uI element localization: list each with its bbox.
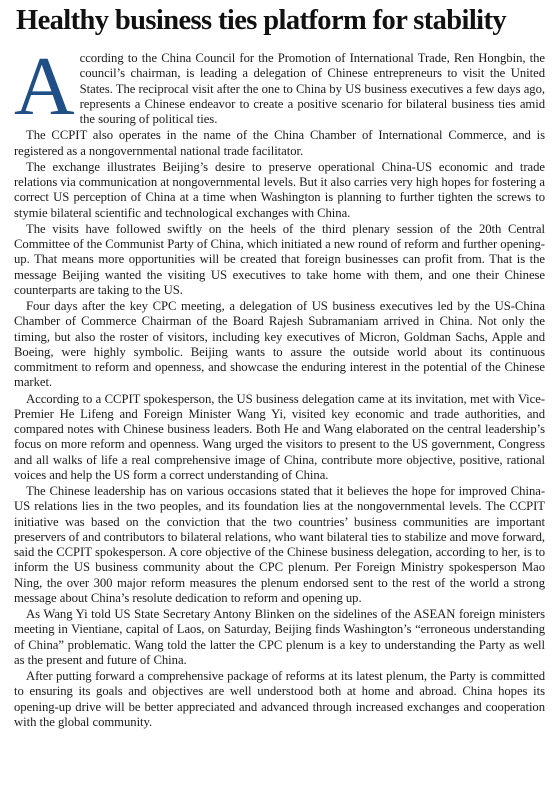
article-paragraph-3: The exchange illustrates Beijing’s desire to preserve operational China-US economic and trade relations via communication at nongovernmental levels. But it also carries very high hopes for fostering a correct US perception of China at a time when Washington is planning to further tighten the screws to stymie bilateral scientific and technological exchanges with China. [14, 159, 545, 220]
article-paragraph-1: According to the China Council for the Promotion of International Trade, Ren Hongbin, the council’s chairman, is leading a delegation of Chinese entrepreneurs to visit the United States. The reciprocal visit after the one to China by US business executives a few days ago, represents a Chinese endeavor to create a positive scenario for bilateral business ties amid the souring of political ties. [14, 40, 545, 133]
article-paragraph-9: After putting forward a comprehensive package of reforms at its latest plenum, the Party is committed to ensuring its goals and objectives are well understood both at home and abroad. China hopes its opening-up drive will be better appreciated and advanced through increased exchanges and cooperation with the global community. [14, 669, 545, 729]
article-body [14, 40, 545, 730]
headline: Healthy business ties platform for stability [16, 5, 507, 36]
article-paragraph-5: Four days after the key CPC meeting, a delegation of US business executives led by the US-China Chamber of Commerce Chairman of the Board Rajesh Subramaniam arrived in China. Not only the timing, but also the roster of visitors, including key executives of Micron, Goldman Sachs, Apple and Boeing, were highly symbolic. Beijing wants to assure the outside world about its continuous commitment to reform and openness, and showcase the enduring interest in the potential of the Chinese market. [14, 299, 545, 390]
drop-cap: A [14, 40, 75, 133]
article-paragraph-2: The CCPIT also operates in the name of the China Chamber of International Commerce, and is registered as a nongovernmental national trade facilitator. [14, 128, 545, 158]
article-paragraph-7: The Chinese leadership has on various occasions stated that it believes the hope for improved China-US relations lies in the two peoples, and its foundation lies at the nongovernmental levels. The CCPIT initiative was based on the conviction that the two countries’ business communities are important preservers of and contributors to bilateral relations, who want bilateral ties to stabilize and move forward, said the CCPIT spokesperson. A core objective of the Chinese business delegation, according to her, is to inform the US business community about the CPC plenum. Per Foreign Ministry spokesperson Mao Ning, the over 300 major reform measures the plenum endorsed sent to the rest of the world a strong message about China’s resolute dedication to reform and opening up. [14, 484, 545, 605]
article-paragraph-8: As Wang Yi told US State Secretary Antony Blinken on the sidelines of the ASEAN foreign ministers meeting in Vientiane, capital of Laos, on Saturday, Beijing finds Washington’s “erroneous understanding of China” problematic. Wang told the latter the CPC plenum is a key to understanding the Party as well as the present and future of China. [14, 607, 545, 667]
article-paragraph-4: The visits have followed swiftly on the heels of the third plenary session of the 20th Central Committee of the Communist Party of China, which initiated a new round of reform and further opening-up. That means more opportunities will be created that foreign businesses can profit from. That is the message Beijing wanted the visiting US executives to take home with them, and one their Chinese counterparts are taking to the US. [14, 221, 545, 297]
article-paragraph-6: According to a CCPIT spokesperson, the US business delegation came at its invitation, met with Vice-Premier He Lifeng and Foreign Minister Wang Yi, visited key economic and trade authorities, and compared notes with Chinese business leaders. Both He and Wang elaborated on the central leadership’s focus on more reform and openness. Wang urged the visitors to present to the US government, Congress and all walks of life a real comprehensive image of China, contribute more objective, positive, rational voices and help the US form a correct understanding of China. [14, 391, 545, 482]
